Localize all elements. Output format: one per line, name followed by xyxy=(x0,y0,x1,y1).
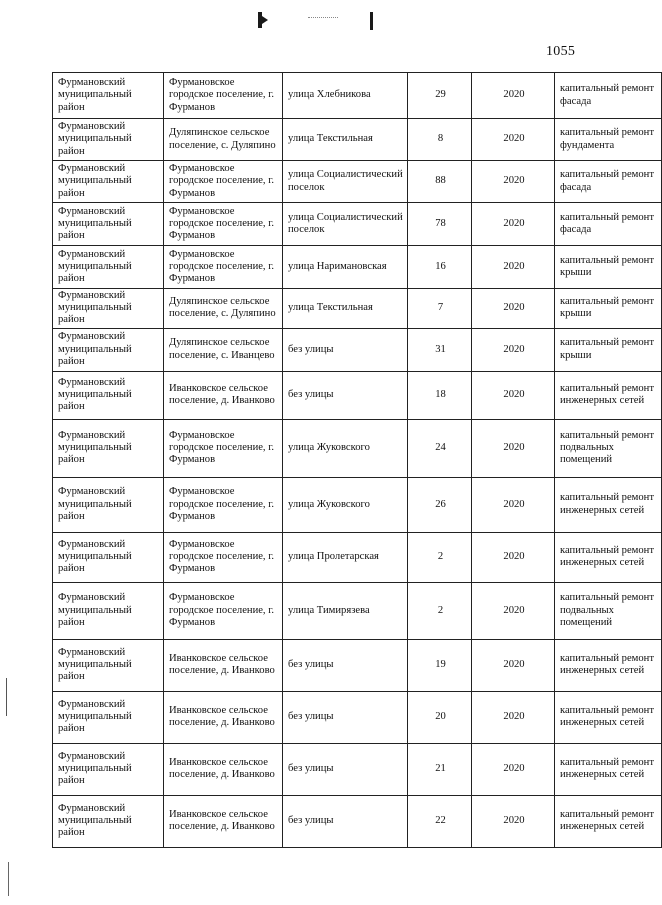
scan-artifact-edge xyxy=(6,678,7,716)
street-cell: без улицы xyxy=(283,743,408,795)
work-type-cell: капитальный ремонт инженерных сетей xyxy=(555,743,662,795)
street-cell: без улицы xyxy=(283,691,408,743)
scan-artifact-left-mark xyxy=(258,12,262,28)
settlement-cell: Иванковское сельское поселение, д. Иванково xyxy=(164,639,283,691)
settlement-cell: Фурмановское городское поселение, г. Фурманов xyxy=(164,203,283,246)
table-row xyxy=(53,419,662,477)
settlement-cell: Иванковское сельское поселение, д. Иванково xyxy=(164,743,283,795)
work-type-cell: капитальный ремонт инженерных сетей xyxy=(555,532,662,582)
house-number-cell: 21 xyxy=(408,743,472,795)
table-row xyxy=(53,532,662,582)
work-type-cell: капитальный ремонт инженерных сетей xyxy=(555,639,662,691)
house-number-cell: 18 xyxy=(408,371,472,419)
house-number-cell: 8 xyxy=(408,119,472,161)
settlement-cell: Дуляпинское сельское поселение, с. Дуляпино xyxy=(164,289,283,329)
house-number-cell: 24 xyxy=(408,419,472,477)
work-type-cell: капитальный ремонт подвальных помещений xyxy=(555,582,662,639)
settlement-cell: Дуляпинское сельское поселение, с. Иванцево xyxy=(164,328,283,371)
district-cell: Фурмановский муниципальный район xyxy=(53,691,164,743)
repair-register-table xyxy=(52,72,662,848)
district-cell: Фурмановский муниципальный район xyxy=(53,246,164,289)
year-cell: 2020 xyxy=(472,691,555,743)
settlement-cell: Иванковское сельское поселение, д. Иванково xyxy=(164,371,283,419)
settlement-cell: Фурмановское городское поселение, г. Фурманов xyxy=(164,582,283,639)
work-type-cell: капитальный ремонт фундамента xyxy=(555,119,662,161)
work-type-cell: капитальный ремонт инженерных сетей xyxy=(555,477,662,532)
year-cell: 2020 xyxy=(472,328,555,371)
work-type-cell: капитальный ремонт фасада xyxy=(555,203,662,246)
house-number-cell: 78 xyxy=(408,203,472,246)
work-type-cell: капитальный ремонт фасада xyxy=(555,161,662,203)
scan-artifact-right-mark xyxy=(370,12,373,30)
year-cell: 2020 xyxy=(472,246,555,289)
street-cell: улица Тимирязева xyxy=(283,582,408,639)
work-type-cell: капитальный ремонт инженерных сетей xyxy=(555,371,662,419)
table-row xyxy=(53,639,662,691)
street-cell: улица Социалистический поселок xyxy=(283,203,408,246)
work-type-cell: капитальный ремонт инженерных сетей xyxy=(555,795,662,847)
district-cell: Фурмановский муниципальный район xyxy=(53,477,164,532)
street-cell: улица Жуковского xyxy=(283,419,408,477)
year-cell: 2020 xyxy=(472,639,555,691)
table-row xyxy=(53,119,662,161)
street-cell: улица Хлебникова xyxy=(283,73,408,119)
settlement-cell: Фурмановское городское поселение, г. Фурманов xyxy=(164,246,283,289)
table-row xyxy=(53,582,662,639)
house-number-cell: 31 xyxy=(408,328,472,371)
house-number-cell: 88 xyxy=(408,161,472,203)
year-cell: 2020 xyxy=(472,161,555,203)
table-row xyxy=(53,795,662,847)
work-type-cell: капитальный ремонт подвальных помещений xyxy=(555,419,662,477)
scan-artifact-faint xyxy=(308,17,338,21)
district-cell: Фурмановский муниципальный район xyxy=(53,73,164,119)
table-row xyxy=(53,73,662,119)
year-cell: 2020 xyxy=(472,419,555,477)
district-cell: Фурмановский муниципальный район xyxy=(53,203,164,246)
work-type-cell: капитальный ремонт фасада xyxy=(555,73,662,119)
settlement-cell: Фурмановское городское поселение, г. Фурманов xyxy=(164,477,283,532)
district-cell: Фурмановский муниципальный район xyxy=(53,161,164,203)
settlement-cell: Фурмановское городское поселение, г. Фурманов xyxy=(164,419,283,477)
work-type-cell: капитальный ремонт крыши xyxy=(555,246,662,289)
table-row xyxy=(53,289,662,329)
street-cell: без улицы xyxy=(283,371,408,419)
district-cell: Фурмановский муниципальный район xyxy=(53,328,164,371)
district-cell: Фурмановский муниципальный район xyxy=(53,371,164,419)
district-cell: Фурмановский муниципальный район xyxy=(53,795,164,847)
settlement-cell: Фурмановское городское поселение, г. Фурманов xyxy=(164,73,283,119)
street-cell: без улицы xyxy=(283,639,408,691)
district-cell: Фурмановский муниципальный район xyxy=(53,532,164,582)
year-cell: 2020 xyxy=(472,289,555,329)
district-cell: Фурмановский муниципальный район xyxy=(53,582,164,639)
table-row xyxy=(53,477,662,532)
page-number: 1055 xyxy=(546,44,576,59)
year-cell: 2020 xyxy=(472,371,555,419)
district-cell: Фурмановский муниципальный район xyxy=(53,639,164,691)
year-cell: 2020 xyxy=(472,73,555,119)
table-row xyxy=(53,203,662,246)
district-cell: Фурмановский муниципальный район xyxy=(53,743,164,795)
table-row xyxy=(53,246,662,289)
district-cell: Фурмановский муниципальный район xyxy=(53,289,164,329)
year-cell: 2020 xyxy=(472,582,555,639)
house-number-cell: 22 xyxy=(408,795,472,847)
work-type-cell: капитальный ремонт крыши xyxy=(555,289,662,329)
street-cell: без улицы xyxy=(283,795,408,847)
table-row xyxy=(53,161,662,203)
house-number-cell: 2 xyxy=(408,582,472,639)
settlement-cell: Иванковское сельское поселение, д. Иванково xyxy=(164,795,283,847)
street-cell: улица Жуковского xyxy=(283,477,408,532)
table-row xyxy=(53,743,662,795)
street-cell: улица Текстильная xyxy=(283,119,408,161)
house-number-cell: 16 xyxy=(408,246,472,289)
street-cell: улица Наримановская xyxy=(283,246,408,289)
street-cell: улица Текстильная xyxy=(283,289,408,329)
year-cell: 2020 xyxy=(472,795,555,847)
work-type-cell: капитальный ремонт крыши xyxy=(555,328,662,371)
street-cell: улица Пролетарская xyxy=(283,532,408,582)
year-cell: 2020 xyxy=(472,532,555,582)
year-cell: 2020 xyxy=(472,203,555,246)
street-cell: улица Социалистический поселок xyxy=(283,161,408,203)
house-number-cell: 20 xyxy=(408,691,472,743)
year-cell: 2020 xyxy=(472,743,555,795)
table-row xyxy=(53,691,662,743)
settlement-cell: Фурмановское городское поселение, г. Фурманов xyxy=(164,532,283,582)
house-number-cell: 29 xyxy=(408,73,472,119)
year-cell: 2020 xyxy=(472,477,555,532)
settlement-cell: Иванковское сельское поселение, д. Иванково xyxy=(164,691,283,743)
table-row xyxy=(53,328,662,371)
year-cell: 2020 xyxy=(472,119,555,161)
table-body xyxy=(53,73,662,848)
settlement-cell: Дуляпинское сельское поселение, с. Дуляпино xyxy=(164,119,283,161)
house-number-cell: 7 xyxy=(408,289,472,329)
district-cell: Фурмановский муниципальный район xyxy=(53,419,164,477)
settlement-cell: Фурмановское городское поселение, г. Фурманов xyxy=(164,161,283,203)
work-type-cell: капитальный ремонт инженерных сетей xyxy=(555,691,662,743)
table-row xyxy=(53,371,662,419)
house-number-cell: 26 xyxy=(408,477,472,532)
street-cell: без улицы xyxy=(283,328,408,371)
house-number-cell: 2 xyxy=(408,532,472,582)
district-cell: Фурмановский муниципальный район xyxy=(53,119,164,161)
house-number-cell: 19 xyxy=(408,639,472,691)
scan-artifact-edge-lower xyxy=(8,862,9,896)
